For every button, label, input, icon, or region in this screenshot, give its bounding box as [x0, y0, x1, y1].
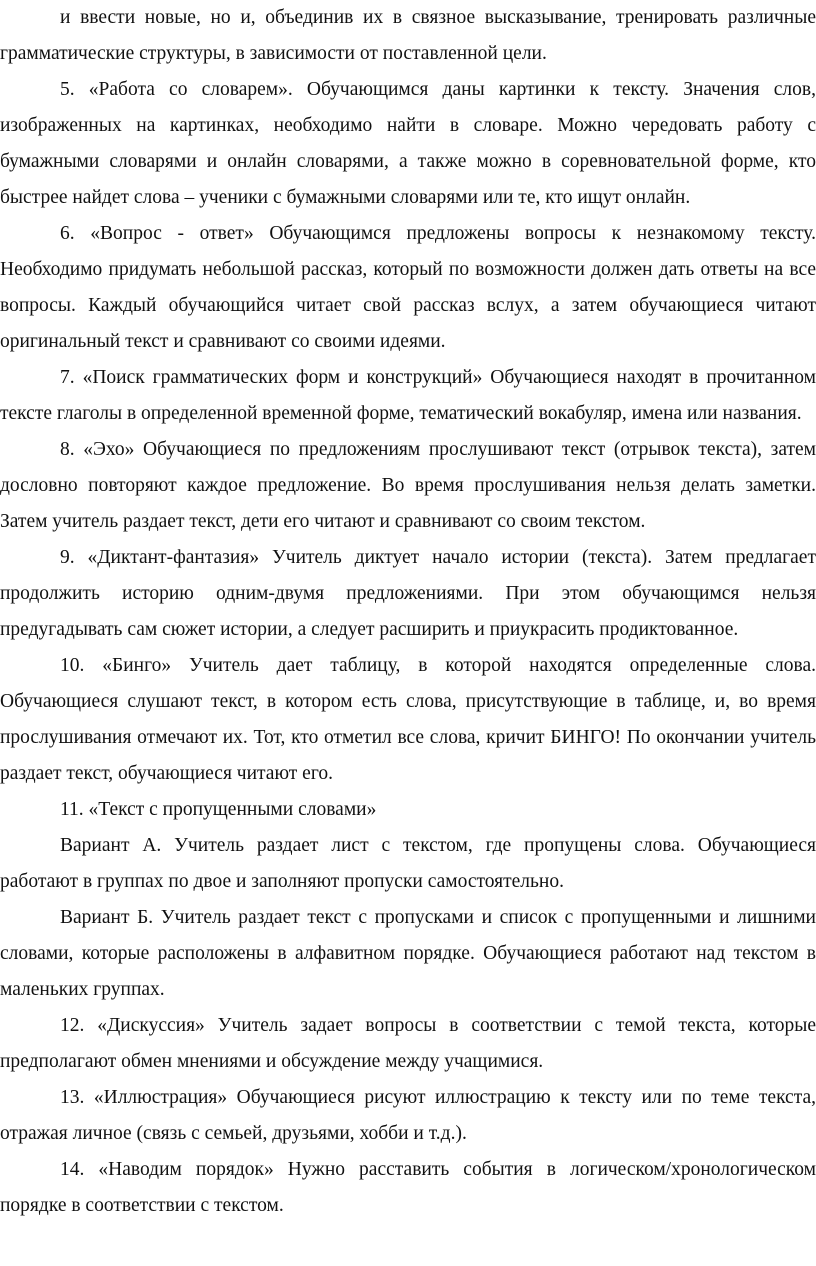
paragraph-item-14: 14. «Наводим порядок» Нужно расставить события в логическом/хронологическом порядке в соответствии с текстом.: [0, 1159, 816, 1216]
paragraph-item-5: 5. «Работа со словарем». Обучающимся даны картинки к тексту. Значения слов, изображенных на картинках, необходимо найти в словаре. Можно чередовать работу с бумажными словарями и онлайн словарями, а также можно в соревновательной форме, кто быстрее найдет слова – ученики с бумажными словарями или те, кто ищут онлайн.: [0, 79, 816, 208]
paragraph-item-6: 6. «Вопрос - ответ» Обучающимся предложены вопросы к незнакомому тексту. Необходимо придумать небольшой рассказ, который по возможности должен дать ответы на все вопросы. Каждый обучающийся читает свой рассказ вслух, а затем обучающиеся читают оригинальный текст и сравнивают со своими идеями.: [0, 223, 816, 352]
paragraph-variant-a: Вариант А. Учитель раздает лист с текстом, где пропущены слова. Обучающиеся работают в группах по двое и заполняют пропуски самостоятельно.: [0, 835, 816, 892]
paragraph-item-10: 10. «Бинго» Учитель дает таблицу, в которой находятся определенные слова. Обучающиеся слушают текст, в котором есть слова, присутствующие в таблице, и, во время прослушивания отмечают их. Тот, кто отметил все слова, кричит БИНГО! По окончании учитель раздает текст, обучающиеся читают его.: [0, 655, 816, 784]
paragraph-item-8: 8. «Эхо» Обучающиеся по предложениям прослушивают текст (отрывок текста), затем дословно повторяют каждое предложение. Во время прослушивания нельзя делать заметки. Затем учитель раздает текст, дети его читают и сравнивают со своим текстом.: [0, 439, 816, 532]
paragraph-continuation: и ввести новые, но и, объединив их в связное высказывание, тренировать различные грамматические структуры, в зависимости от поставленной цели.: [0, 7, 816, 64]
paragraph-item-13: 13. «Иллюстрация» Обучающиеся рисуют иллюстрацию к тексту или по теме текста, отражая личное (связь с семьей, друзьями, хобби и т.д.).: [0, 1087, 816, 1144]
paragraph-item-11: 11. «Текст с пропущенными словами»: [60, 799, 377, 820]
paragraph-item-12: 12. «Дискуссия» Учитель задает вопросы в соответствии с темой текста, которые предполагают обмен мнениями и обсуждение между учащимися.: [0, 1015, 816, 1072]
paragraph-item-7: 7. «Поиск грамматических форм и конструкций» Обучающиеся находят в прочитанном тексте глаголы в определенной временной форме, тематический вокабуляр, имена или названия.: [0, 367, 816, 424]
paragraph-item-9: 9. «Диктант-фантазия» Учитель диктует начало истории (текста). Затем предлагает продолжить историю одним-двумя предложениями. При этом обучающимся нельзя предугадывать сам сюжет истории, а следует расширить и приукрасить продиктованное.: [0, 547, 816, 640]
paragraph-variant-b: Вариант Б. Учитель раздает текст с пропусками и список с пропущенными и лишними словами, которые расположены в алфавитном порядке. Обучающиеся работают над текстом в маленьких группах.: [0, 907, 816, 1000]
